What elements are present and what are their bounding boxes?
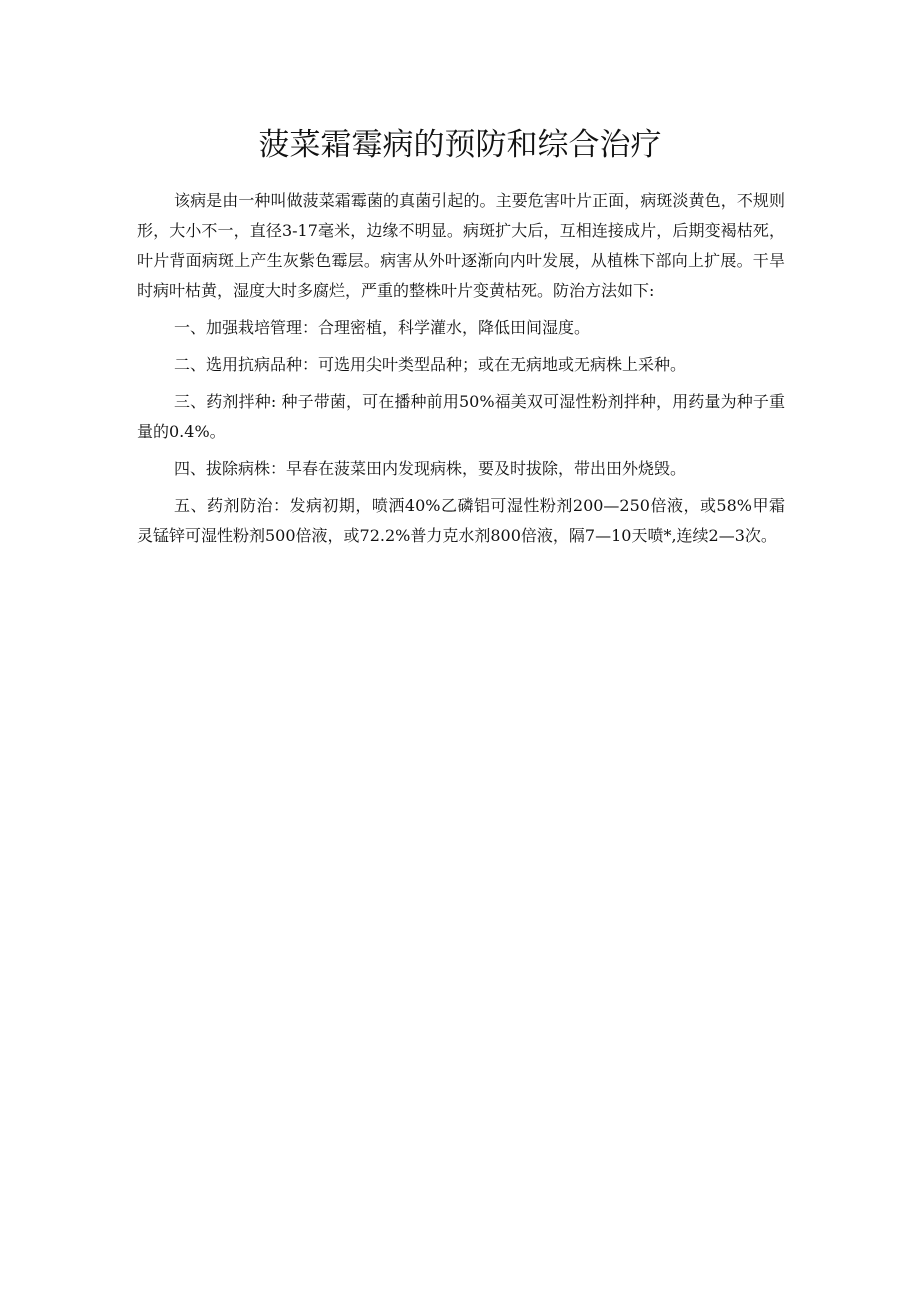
document-title: 菠菜霜霉病的预防和综合治疗 bbox=[258, 127, 662, 163]
document-body bbox=[137, 186, 785, 558]
paragraph-intro: 该病是由一种叫做菠菜霜霉菌的真菌引起的。主要危害叶片正面，病斑淡黄色，不规则形，大小不一，直径3-17毫米，边缘不明显。病斑扩大后，互相连接成片，后期变褐枯死，叶片背面病斑上产生灰紫色霉层。病害从外叶逐渐向内叶发展，从植株下部向上扩展。干旱时病叶枯黄，湿度大时多腐烂，严重的整株叶片变黄枯死。防治方法如下: bbox=[137, 191, 785, 300]
paragraph-method-2: 二、选用抗病品种：可选用尖叶类型品种；或在无病地或无病株上采种。 bbox=[174, 355, 687, 374]
paragraph-method-1: 一、加强栽培管理：合理密植，科学灌水，降低田间湿度。 bbox=[174, 318, 591, 337]
paragraph-method-3: 三、药剂拌种: 种子带菌，可在播种前用50%福美双可湿性粉剂拌种，用药量为种子重量的0.4%。 bbox=[137, 392, 785, 441]
paragraph-method-4: 四、拔除病株：早春在菠菜田内发现病株，要及时拔除，带出田外烧毁。 bbox=[174, 459, 687, 478]
paragraph-method-5: 五、药剂防治：发病初期，喷洒40%乙磷铝可湿性粉剂200—250倍液，或58%甲霜灵锰锌可湿性粉剂500倍液，或72.2%普力克水剂800倍液，隔7—10天喷*,连续2—3次。 bbox=[137, 496, 785, 545]
